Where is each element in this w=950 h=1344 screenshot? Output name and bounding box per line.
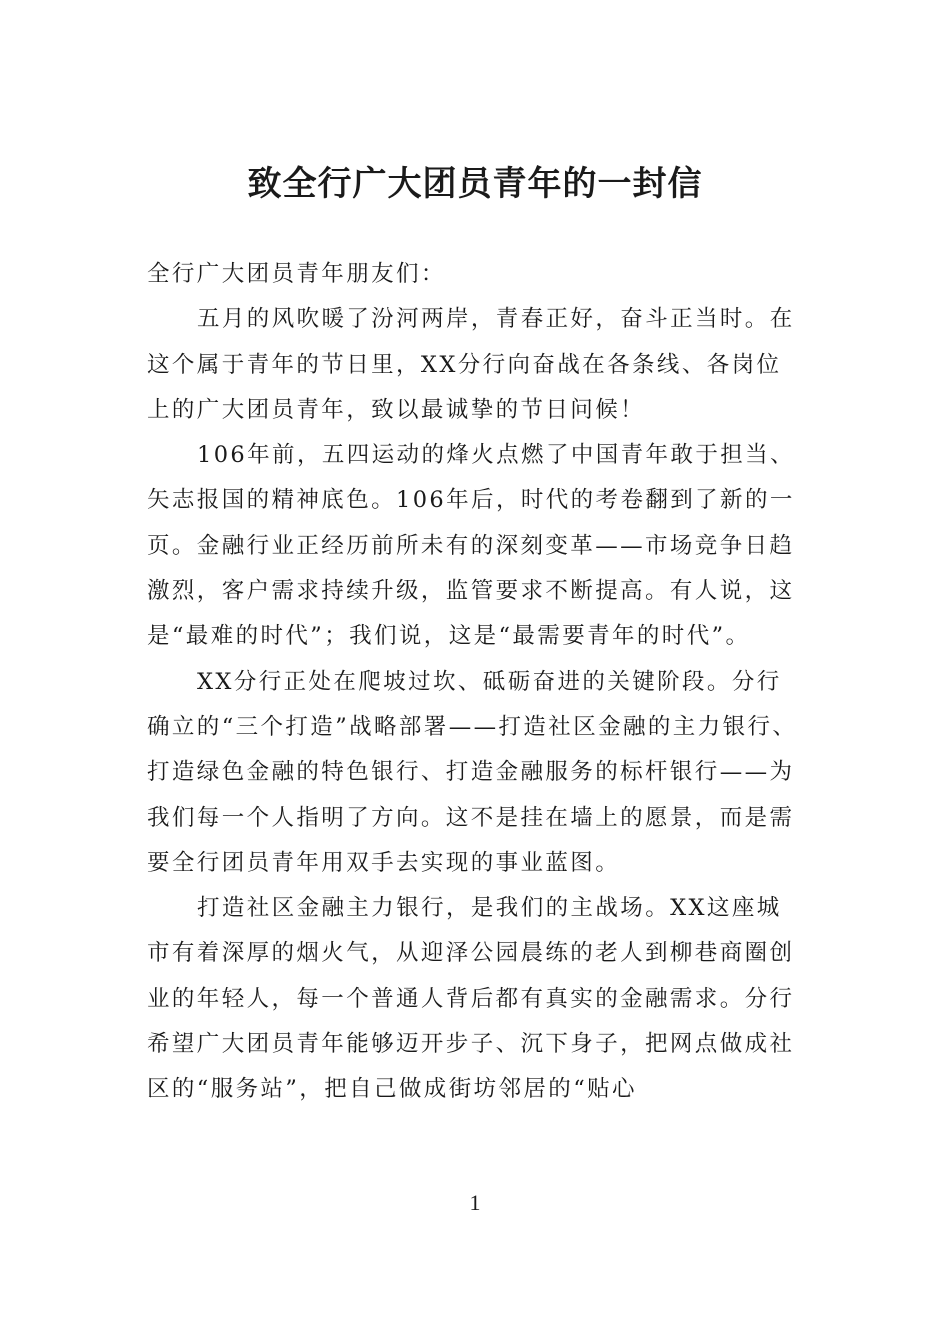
paragraph-3: XX分行正处在爬坡过坎、砥砺奋进的关键阶段。分行确立的“三个打造”战略部署——打造社区金融的主力银行、打造绿色金融的特色银行、打造金融服务的标杆银行——为我们每一个人指明了方向。这不是挂在墙上的愿景，而是需要全行团员青年用双手去实现的事业蓝图。 (147, 668, 798, 876)
paragraph-2: 106年前，五四运动的烽火点燃了中国青年敢于担当、矢志报国的精神底色。106年后，时代的考卷翻到了新的一页。金融行业正经历前所未有的深刻变革——市场竞争日趋激烈，客户需求持续升级，监管要求不断提高。有人说，这是“最难的时代”；我们说，这是“最需要青年的时代”。 (147, 442, 795, 650)
salutation: 全行广大团员青年朋友们： (147, 261, 446, 287)
paragraph-1: 五月的风吹暖了汾河两岸，青春正好，奋斗正当时。在这个属于青年的节日里，XX分行向奋战在各条线、各岗位上的广大团员青年，致以最诚挚的节日问候！ (147, 306, 795, 423)
page-number: 1 (469, 1190, 481, 1215)
paragraph-4: 打造社区金融主力银行，是我们的主战场。XX这座城市有着深厚的烟火气，从迎泽公园晨练的老人到柳巷商圈创业的年轻人，每一个普通人背后都有真实的金融需求。分行希望广大团员青年能够迈开步子、沉下身子，把网点做成社区的“服务站”，把自己做成街坊邻居的“贴心 (147, 895, 795, 1103)
letter-body (147, 252, 803, 1113)
document-title: 致全行广大团员青年的一封信 (247, 164, 703, 204)
